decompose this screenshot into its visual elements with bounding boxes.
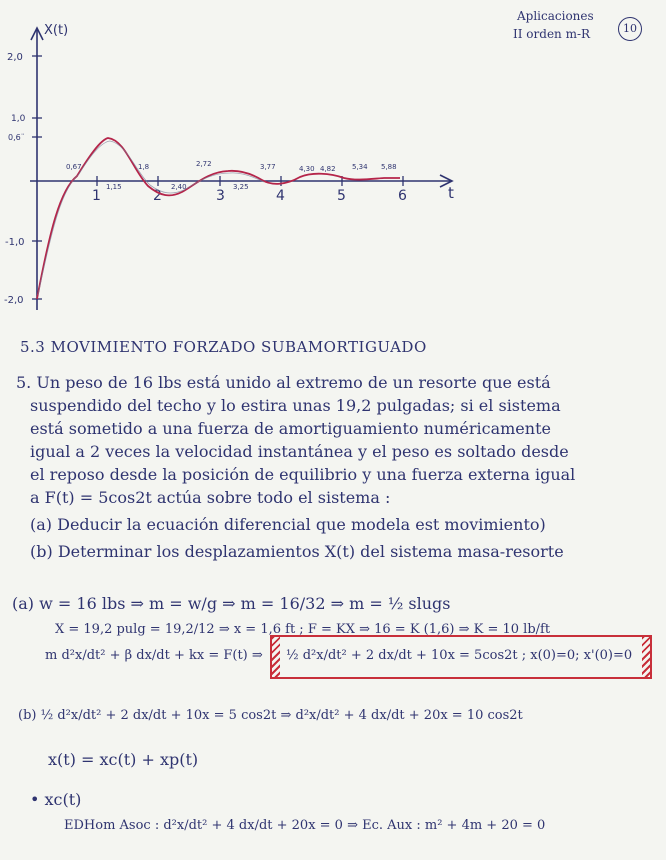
t-tick-label-6: 6 — [398, 188, 407, 204]
point-label-067: 0,67 — [66, 163, 82, 171]
t-axis-label: t — [448, 184, 454, 202]
point-label-377: 3,77 — [260, 163, 276, 171]
box-hatch-left — [272, 637, 280, 677]
solution-a-line-3: m d²x/dt² + β dx/dt + kx = F(t) ⇒ — [45, 648, 263, 663]
y-tick-label-2: 2,0 — [7, 52, 23, 63]
y-tick-label-06: 0,6¨ — [8, 133, 25, 142]
problem-line-2: suspendido del techo y lo estira unas 19,2 pulgadas; si el sistema — [30, 396, 561, 415]
problem-line-3: está sometido a una fuerza de amortiguamiento numéricamente — [30, 419, 551, 438]
solution-b-line-2: x(t) = xc(t) + xp(t) — [48, 750, 199, 769]
box-hatch-right — [642, 637, 650, 677]
problem-part-b: (b) Determinar los desplazamientos X(t) del sistema masa-resorte — [30, 542, 564, 561]
point-label-325: 3,25 — [233, 183, 249, 191]
problem-line-5: el reposo desde la posición de equilibrio y una fuerza externa igual — [30, 465, 576, 484]
point-label-240: 2,40 — [171, 183, 187, 191]
y-tick-label-1: 1,0 — [11, 114, 26, 124]
point-label-272: 2,72 — [196, 160, 212, 168]
t-tick-label-5: 5 — [337, 188, 346, 204]
solution-b-line-1: (b) ½ d²x/dt² + 2 dx/dt + 10x = 5 cos2t ⇒ d²x/dt² + 4 dx/dt + 20x = 10 cos2t — [18, 708, 523, 723]
solution-a-line-1: (a) w = 16 lbs ⇒ m = w/g ⇒ m = 16/32 ⇒ m = ½ slugs — [12, 594, 451, 613]
point-label-482: 4,82 — [320, 165, 336, 173]
page-number-badge: 10 — [618, 17, 642, 41]
y-tick-label-m1: -1,0 — [5, 237, 25, 248]
problem-line-6: a F(t) = 5cos2t actúa sobre todo el sistema : — [30, 488, 391, 507]
point-label-588: 5,88 — [381, 163, 397, 171]
section-title: 5.3 MOVIMIENTO FORZADO SUBAMORTIGUADO — [20, 338, 427, 356]
y-axis-label: X(t) — [44, 23, 69, 38]
point-label-430: 4,30 — [299, 165, 315, 173]
header-title: Aplicaciones — [517, 9, 594, 23]
displacement-curve — [37, 138, 400, 299]
y-tick-label-m2: -2,0 — [4, 295, 24, 306]
problem-part-a: (a) Deducir la ecuación diferencial que modela est movimiento) — [30, 515, 546, 534]
displacement-graph — [0, 0, 666, 330]
t-tick-label-1: 1 — [92, 188, 101, 204]
t-tick-label-2: 2 — [153, 188, 162, 204]
point-label-115: 1,15 — [106, 183, 122, 191]
solution-a-line-2: X = 19,2 pulg = 19,2/12 ⇒ x = 1,6 ft ; F = KX ⇒ 16 = K (1,6) ⇒ K = 10 lb/ft — [55, 622, 551, 637]
boxed-equation: ½ d²x/dt² + 2 dx/dt + 10x = 5cos2t ; x(0)=0; x'(0)=0 — [286, 648, 633, 663]
point-label-534: 5,34 — [352, 163, 368, 171]
t-tick-label-4: 4 — [276, 188, 285, 204]
boxed-equation-frame — [270, 635, 652, 679]
t-tick-label-3: 3 — [216, 188, 225, 204]
solution-b-line-3: • xc(t) — [30, 790, 82, 809]
solution-b-line-4: EDHom Asoc : d²x/dt² + 4 dx/dt + 20x = 0 ⇒ Ec. Aux : m² + 4m + 20 = 0 — [64, 818, 546, 833]
point-label-18: 1,8 — [138, 163, 150, 171]
problem-line-4: igual a 2 veces la velocidad instantánea y el peso es soltado desde — [30, 442, 569, 461]
problem-line-1: 5. Un peso de 16 lbs está unido al extremo de un resorte que está — [16, 373, 551, 392]
point-labels — [66, 160, 397, 191]
header-subtitle: II orden m-R — [513, 27, 591, 41]
